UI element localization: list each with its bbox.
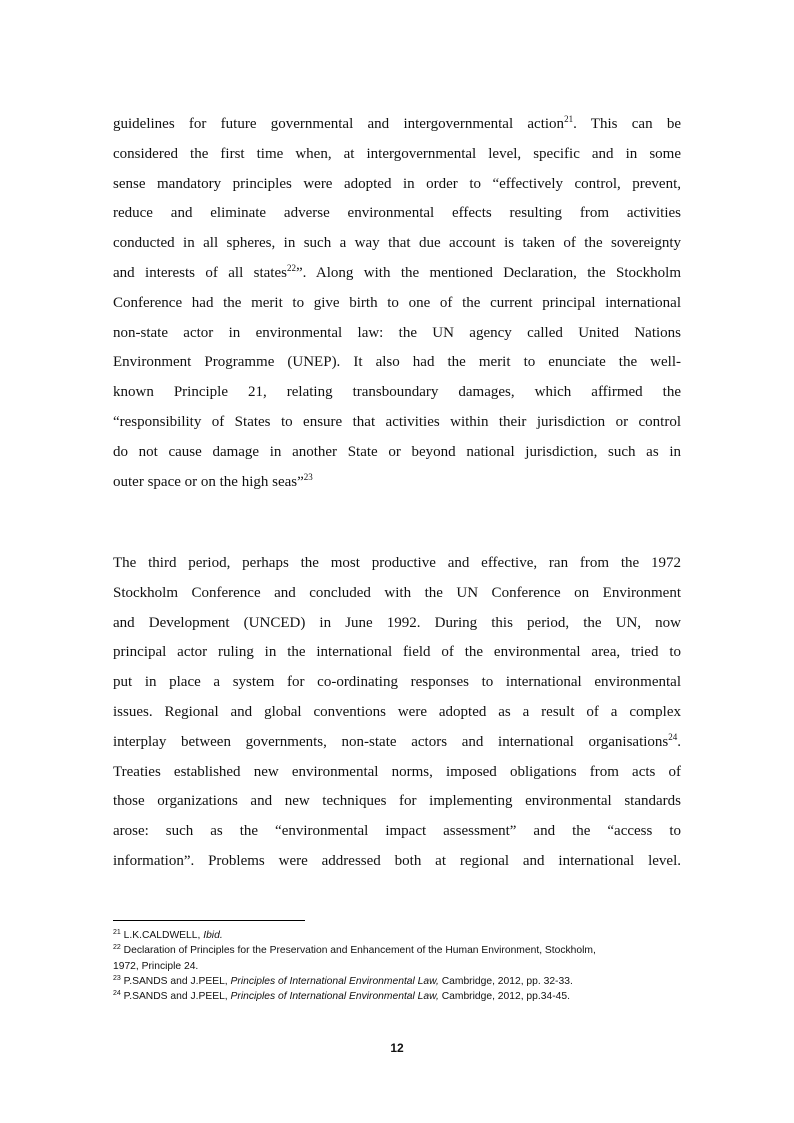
text-line: reduce and eliminate adverse environmental effects resulting from activities (113, 205, 681, 222)
body-paragraph-1 (113, 110, 681, 497)
text-line: principal actor ruling in the international field of the environmental area, tried to (113, 644, 681, 661)
text-line: and interests of all states$^{22}$”. Along with the mentioned Declaration, the Stockholm (113, 262, 681, 281)
footnote-21: $^{21}$ L.K.CALDWELL, Ibid. (113, 929, 223, 941)
footnote-22: $^{22}$ Declaration of Principles for the Preservation and Enhancement of the Human Environment, Stockholm, (113, 944, 596, 957)
text-line: interplay between governments, non-state actors and international organisations$^{24}$. (113, 731, 681, 750)
text-line: outer space or on the high seas”$^{23}$ (113, 471, 313, 490)
text-line: non-state actor in environmental law: the UN agency called United Nations (113, 324, 681, 341)
text-line: Conference had the merit to give birth to one of the current principal international (113, 294, 681, 311)
footnote-ref[interactable]: 24 (668, 731, 678, 742)
footnote-ref[interactable]: 22 (286, 262, 296, 273)
footnote-23: $^{23}$ P.SANDS and J.PEEL, Principles of International Environmental Law, Cambridge, 2012, pp. 32-33. (113, 974, 573, 987)
footnote-separator (113, 920, 305, 921)
page-number: 12 (390, 1041, 404, 1055)
text-line: known Principle 21, relating transboundary damages, which affirmed the (113, 384, 681, 401)
text-line: arose: such as the “environmental impact assessment” and the “access to (113, 823, 681, 840)
body-paragraph-2 (113, 549, 681, 877)
text-line: Environment Programme (UNEP). It also had the merit to enunciate the well- (113, 354, 681, 371)
text-line: guidelines for future governmental and intergovernmental action$^{21}$. This can be (113, 114, 681, 132)
text-line: conducted in all spheres, in such a way that due account is taken of the sovereignty (113, 235, 681, 252)
footnotes (113, 928, 688, 1004)
footnote-ref[interactable]: 23 (303, 471, 313, 482)
text-line: “responsibility of States to ensure that activities within their jurisdiction or control (113, 413, 681, 430)
footnote-ref[interactable]: 21 (564, 114, 574, 124)
text-line: those organizations and new techniques for implementing environmental standards (113, 793, 681, 810)
text-line: and Development (UNCED) in June 1992. During this period, the UN, now (113, 614, 681, 631)
text-line: put in place a system for co-ordinating responses to international environmental (113, 674, 681, 691)
text-line: do not cause damage in another State or beyond national jurisdiction, such as in (113, 443, 681, 460)
text-line: Stockholm Conference and concluded with the UN Conference on Environment (113, 584, 681, 601)
text-line: considered the first time when, at intergovernmental level, specific and in some (113, 145, 681, 162)
footnote-24: $^{24}$ P.SANDS and J.PEEL, Principles of International Environmental Law, Cambridge, 2012, pp.34-45. (113, 990, 570, 1003)
text-line: The third period, perhaps the most productive and effective, ran from the 1972 (113, 555, 681, 571)
footnote-22-continued: 1972, Principle 24. (113, 960, 199, 972)
text-line: issues. Regional and global conventions were adopted as a result of a complex (113, 703, 681, 720)
text-line: information”. Problems were addressed both at regional and international level. (113, 852, 681, 869)
text-line: sense mandatory principles were adopted in order to “effectively control, prevent, (113, 175, 681, 192)
text-line: Treaties established new environmental norms, imposed obligations from acts of (113, 763, 681, 780)
